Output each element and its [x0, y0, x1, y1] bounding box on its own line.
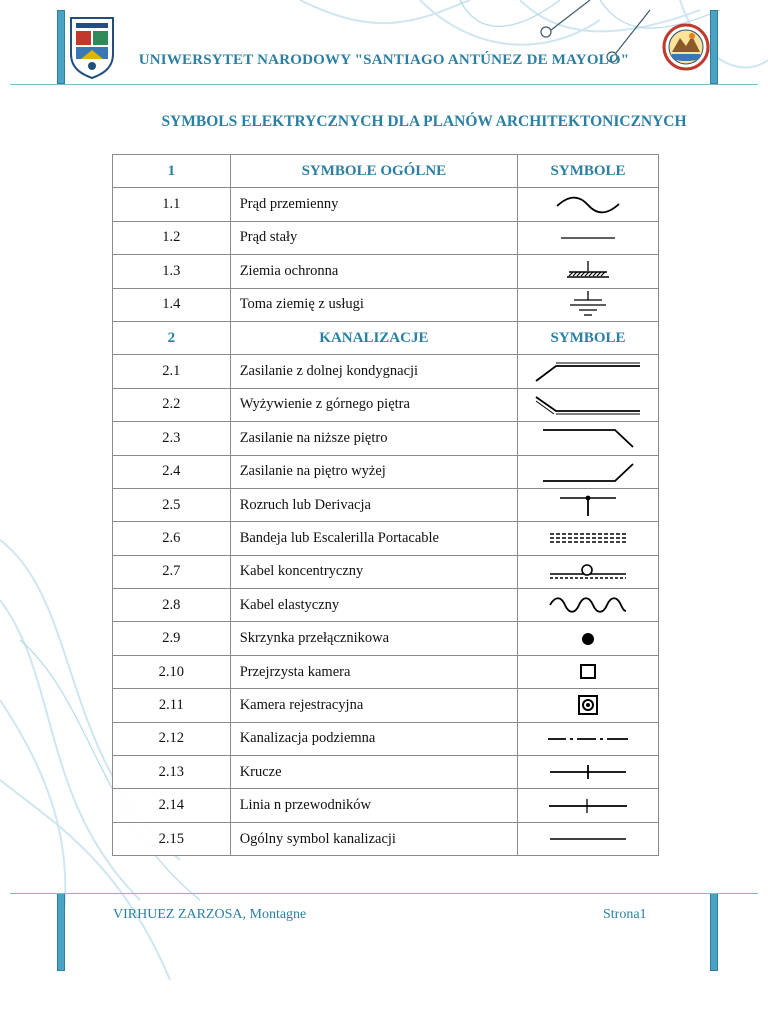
table-row [113, 221, 659, 254]
footer-page-number: Strona1 [603, 907, 647, 922]
item-description: Kamera rejestracyjna [230, 689, 517, 722]
item-number: 1.4 [113, 288, 231, 321]
symbol-column-header: SYMBOLE [518, 321, 659, 354]
item-description: Ziemia ochronna [230, 255, 517, 288]
item-number: 2.9 [113, 622, 231, 655]
symbol-cell [518, 555, 659, 588]
item-description: Rozruch lub Derivacja [230, 488, 517, 521]
symbol-cell [518, 789, 659, 822]
section-number: 1 [113, 155, 231, 188]
item-description: Zasilanie na piętro wyżej [230, 455, 517, 488]
symbol-cell [518, 221, 659, 254]
branch-icon [518, 492, 658, 518]
protective-earth-icon [518, 259, 658, 283]
frame-bar-bottom-right [710, 893, 718, 971]
item-number: 2.12 [113, 722, 231, 755]
underground-conduit-icon [518, 733, 658, 745]
item-description: Bandeja lub Escalerilla Portacable [230, 522, 517, 555]
header-rule [10, 84, 758, 85]
coaxial-cable-icon [518, 561, 658, 583]
symbol-cell [518, 455, 659, 488]
item-number: 2.15 [113, 822, 231, 855]
table-row [113, 822, 659, 855]
symbol-cell [518, 822, 659, 855]
item-description: Skrzynka przełącznikowa [230, 622, 517, 655]
table-row [113, 388, 659, 421]
item-description: Linia n przewodników [230, 789, 517, 822]
symbol-cell [518, 288, 659, 321]
table-row [113, 255, 659, 288]
symbol-cell [518, 622, 659, 655]
frame-bar-bottom-left [57, 893, 65, 971]
item-number: 2.7 [113, 555, 231, 588]
section-header-row [113, 321, 659, 354]
table-row [113, 756, 659, 789]
item-description: Przejrzysta kamera [230, 655, 517, 688]
table-row [113, 455, 659, 488]
symbol-cell [518, 188, 659, 221]
university-logo [67, 14, 117, 80]
symbol-cell [518, 689, 659, 722]
item-description: Toma ziemię z usługi [230, 288, 517, 321]
item-description: Krucze [230, 756, 517, 789]
flexible-cable-icon [518, 594, 658, 616]
symbol-cell [518, 488, 659, 521]
symbol-cell [518, 722, 659, 755]
item-number: 2.13 [113, 756, 231, 789]
ground-icon [518, 291, 658, 319]
table-row [113, 555, 659, 588]
section-title: SYMBOLE OGÓLNE [230, 155, 517, 188]
symbols-table [112, 154, 659, 856]
item-description: Zasilanie na niższe piętro [230, 422, 517, 455]
table-row [113, 622, 659, 655]
document-title: SYMBOLS ELEKTRYCZNYCH DLA PLANÓW ARCHITEKTONICZNYCH [161, 113, 687, 130]
symbol-cell [518, 756, 659, 789]
item-number: 2.5 [113, 488, 231, 521]
symbol-cell [518, 589, 659, 622]
cable-tray-icon [518, 531, 658, 545]
frame-bar-top-left [57, 10, 65, 84]
item-description: Prąd przemienny [230, 188, 517, 221]
table-row [113, 188, 659, 221]
footer-rule [10, 893, 758, 894]
item-number: 2.2 [113, 388, 231, 421]
table-row [113, 689, 659, 722]
feed-from-below-icon [518, 361, 658, 383]
feed-to-lower-icon [518, 425, 658, 451]
item-number: 1.2 [113, 221, 231, 254]
table-row [113, 488, 659, 521]
registry-box-icon [518, 693, 658, 717]
frame-bar-top-right [710, 10, 718, 84]
item-number: 2.4 [113, 455, 231, 488]
item-description: Ogólny symbol kanalizacji [230, 822, 517, 855]
item-description: Kabel koncentryczny [230, 555, 517, 588]
crossing-icon [518, 762, 658, 782]
faculty-logo [662, 14, 710, 80]
symbol-cell [518, 655, 659, 688]
symbol-cell [518, 355, 659, 388]
item-number: 2.1 [113, 355, 231, 388]
section-header-row [113, 155, 659, 188]
item-number: 2.10 [113, 655, 231, 688]
item-description: Zasilanie z dolnej kondygnacji [230, 355, 517, 388]
item-number: 1.3 [113, 255, 231, 288]
open-box-icon [518, 661, 658, 683]
feed-to-upper-icon [518, 459, 658, 485]
dc-line-icon [518, 232, 658, 244]
table-row [113, 655, 659, 688]
table-row [113, 355, 659, 388]
table-row [113, 789, 659, 822]
item-number: 2.11 [113, 689, 231, 722]
table-row [113, 422, 659, 455]
item-number: 2.3 [113, 422, 231, 455]
table-row [113, 522, 659, 555]
section-number: 2 [113, 321, 231, 354]
table-row [113, 288, 659, 321]
university-name: UNIWERSYTET NARODOWY "SANTIAGO ANTÚNEZ DE MAYOLO" [138, 52, 630, 68]
item-description: Kabel elastyczny [230, 589, 517, 622]
section-title: KANALIZACJE [230, 321, 517, 354]
symbol-cell [518, 388, 659, 421]
item-number: 2.6 [113, 522, 231, 555]
item-number: 1.1 [113, 188, 231, 221]
item-number: 2.8 [113, 589, 231, 622]
symbol-cell [518, 422, 659, 455]
item-number: 2.14 [113, 789, 231, 822]
ac-wave-icon [518, 195, 658, 215]
conduit-general-icon [518, 833, 658, 845]
table-row [113, 589, 659, 622]
switch-box-icon [518, 629, 658, 649]
footer-author: VIRHUEZ ZARZOSA, Montagne [113, 907, 307, 922]
symbol-cell [518, 522, 659, 555]
item-description: Kanalizacja podziemna [230, 722, 517, 755]
table-row [113, 722, 659, 755]
symbol-column-header: SYMBOLE [518, 155, 659, 188]
symbol-cell [518, 255, 659, 288]
item-description: Prąd stały [230, 221, 517, 254]
item-description: Wyżywienie z górnego piętra [230, 388, 517, 421]
feed-from-above-icon [518, 394, 658, 416]
n-conductors-icon [518, 796, 658, 816]
